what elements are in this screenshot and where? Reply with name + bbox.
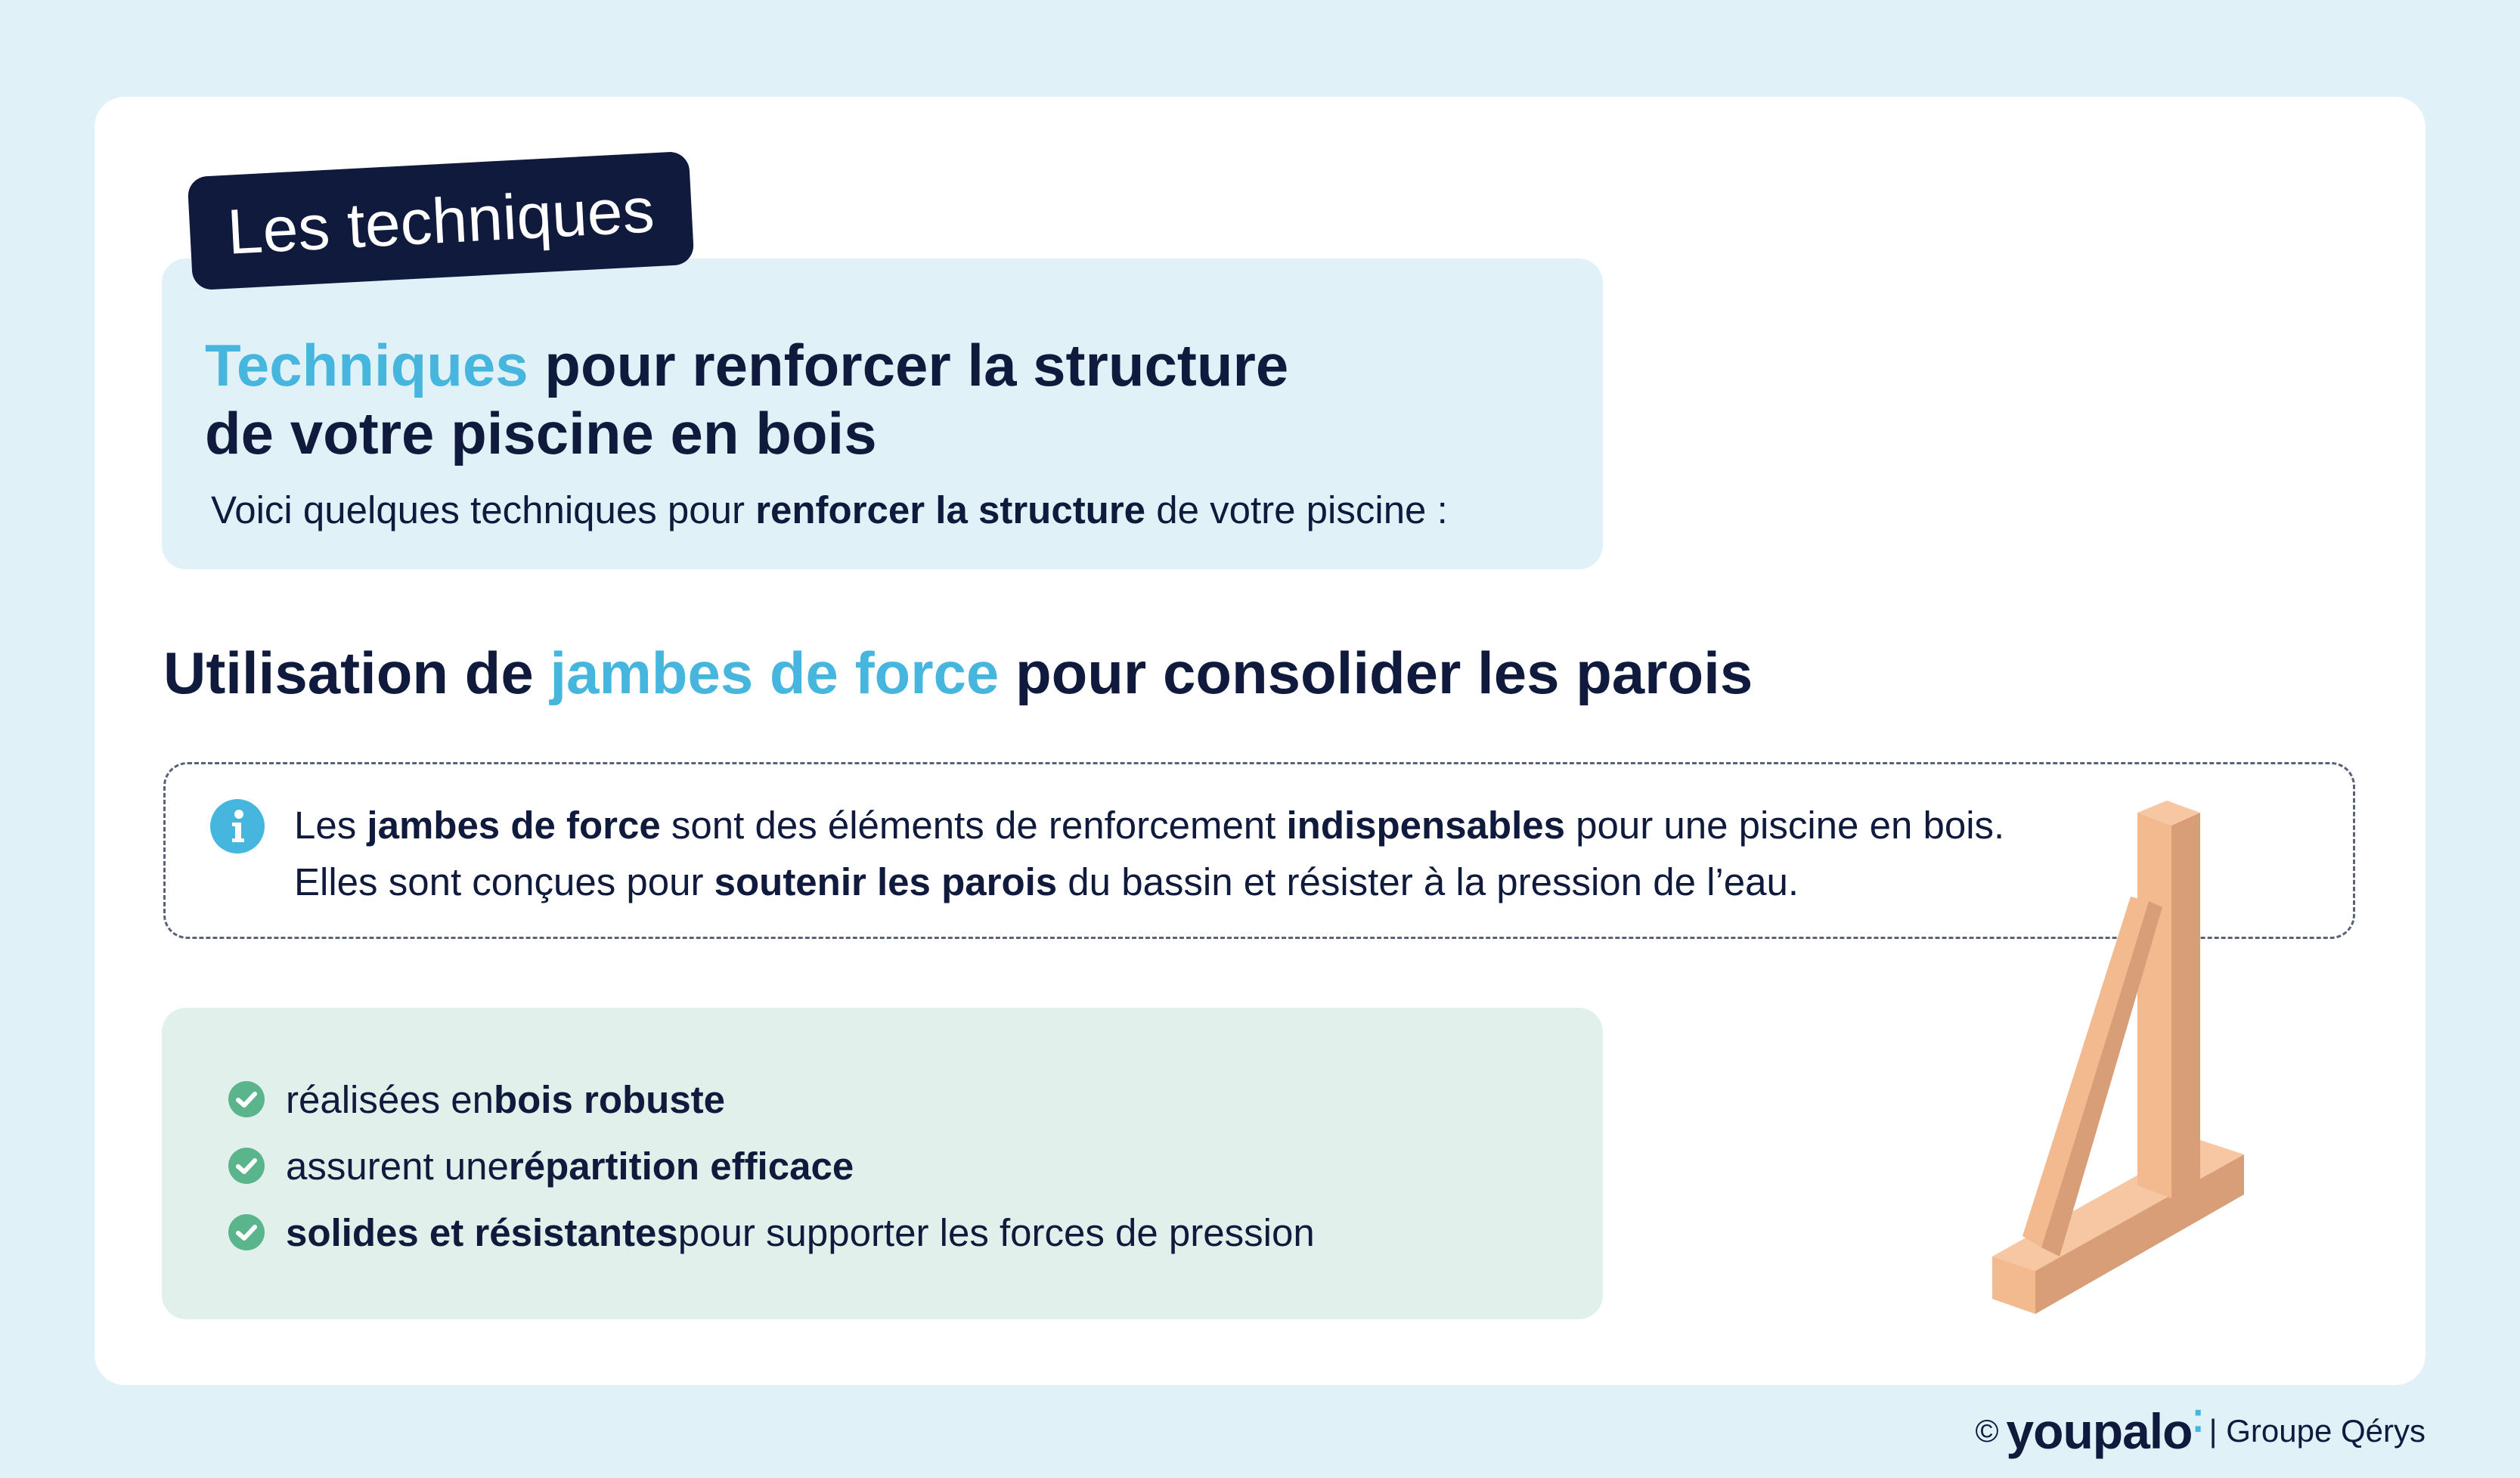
info-line-1-text-3: pour une piscine en bois. <box>1564 804 2005 847</box>
intro-title <box>205 331 1288 467</box>
intro-text-before: Voici quelques techniques pour <box>211 488 756 531</box>
check-icon <box>228 1214 265 1250</box>
wooden-brace-illustration <box>1981 794 2253 1323</box>
section-tag-label: Les techniques <box>225 173 656 268</box>
feature-item <box>228 1206 1315 1259</box>
feature-item <box>228 1139 854 1192</box>
check-icon <box>228 1081 265 1117</box>
info-line-2-bold-1: soutenir les parois <box>714 860 1058 903</box>
group-name: | Groupe Qérys <box>2208 1413 2425 1449</box>
intro-title-accent: Techniques <box>205 332 528 398</box>
info-line-2-text-2: du bassin et résister à la pression de l’eau. <box>1057 860 1799 903</box>
feature-text-after: pour supporter les forces de pression <box>677 1210 1315 1254</box>
intro-title-line2: de votre piscine en bois <box>205 400 877 466</box>
feature-bold: solides et résistantes <box>286 1210 678 1254</box>
feature-bold: bois robuste <box>494 1077 726 1121</box>
feature-bold: répartition efficace <box>508 1144 854 1188</box>
youpalo-logo-text: youpalo <box>2006 1403 2193 1459</box>
info-icon <box>210 799 265 854</box>
check-icon <box>228 1148 265 1184</box>
feature-item <box>228 1073 725 1126</box>
section-title-accent: jambes de force <box>550 640 1000 706</box>
section-title-after: pour consolider les parois <box>999 640 1753 706</box>
info-line-1-bold-1: jambes de force <box>367 804 661 847</box>
info-line-1-text-2: sont des éléments de renforcement <box>660 804 1287 847</box>
info-line-2 <box>294 856 1799 909</box>
info-line-2-text-1: Elles sont conçues pour <box>294 860 714 903</box>
youpalo-logo <box>2006 1402 2202 1460</box>
footer-credit <box>1975 1405 2425 1458</box>
section-title <box>163 635 1753 711</box>
section-title-before: Utilisation de <box>163 640 550 706</box>
feature-text: réalisées en <box>286 1077 494 1121</box>
intro-text <box>211 484 1448 537</box>
info-line-1-bold-2: indispensables <box>1286 804 1565 847</box>
intro-text-bold: renforcer la structure <box>755 488 1146 531</box>
intro-text-after: de votre piscine : <box>1145 488 1448 531</box>
info-line-1 <box>294 799 2004 852</box>
wave-icon: ⁚ <box>2192 1405 2203 1439</box>
copyright-symbol: © <box>1975 1413 1999 1449</box>
info-line-1-text-1: Les <box>294 804 367 847</box>
feature-text: assurent une <box>286 1144 509 1188</box>
intro-title-rest: pour renforcer la structure <box>528 332 1289 398</box>
